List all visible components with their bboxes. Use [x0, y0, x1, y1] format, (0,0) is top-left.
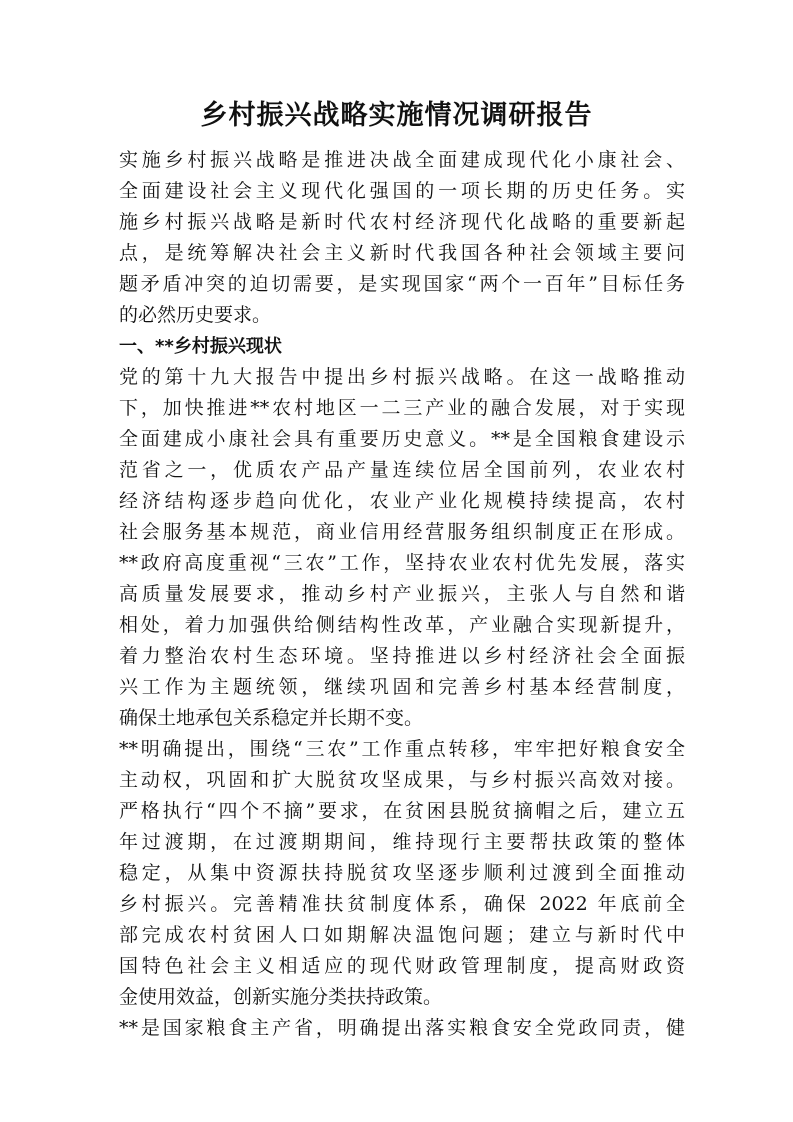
paragraph-line: 范省之一，优质农产品产量连续位居全国前列，农业农村 [119, 459, 685, 481]
paragraph-line: 相处，着力加强供给侧结构性改革，产业融合实现新提升， [119, 614, 685, 636]
paragraph-line: 实施乡村振兴战略是推进决战全面建成现代化小康社会、 [119, 149, 685, 171]
paragraph-line: 全面建成小康社会具有重要历史意义。**是全国粮食建设示 [119, 428, 685, 450]
paragraph-line: **明确提出，围绕“三农”工作重点转移，牢牢把好粮食安全 [119, 738, 685, 760]
paragraph-line: 社会服务基本规范，商业信用经营服务组织制度正在形成。 [119, 521, 685, 543]
paragraph-line: 着力整治农村生态环境。坚持推进以乡村经济社会全面振 [119, 645, 685, 667]
paragraph-line: **是国家粮食主产省，明确提出落实粮食安全党政同责，健 [119, 1017, 685, 1039]
paragraph-line: 点，是统筹解决社会主义新时代我国各种社会领域主要问 [119, 242, 685, 264]
page-title: 乡村振兴战略实施情况调研报告 [200, 100, 593, 131]
document-body [119, 145, 685, 1044]
paragraph-line: 严格执行“四个不摘”要求，在贫困县脱贫摘帽之后，建立五 [119, 800, 685, 822]
section-heading: 一、**乡村振兴现状 [119, 336, 282, 357]
paragraph-line: 题矛盾冲突的迫切需要，是实现国家“两个一百年”目标任务 [119, 273, 685, 295]
paragraph-line: 兴工作为主题统领，继续巩固和完善乡村基本经营制度， [119, 676, 685, 698]
paragraph-line: 施乡村振兴战略是新时代农村经济现代化战略的重要新起 [119, 211, 685, 233]
paragraph-line: 乡村振兴。完善精准扶贫制度体系，确保 2022 年底前全 [119, 893, 685, 915]
paragraph-line: 下，加快推进**农村地区一二三产业的融合发展，对于实现 [119, 397, 685, 419]
paragraph-line: 金使用效益，创新实施分类扶持政策。 [119, 986, 443, 1008]
paragraph-line: 全面建设社会主义现代化强国的一项长期的历史任务。实 [119, 180, 685, 202]
paragraph-line: 的必然历史要求。 [119, 304, 272, 326]
paragraph-line: 主动权，巩固和扩大脱贫攻坚成果，与乡村振兴高效对接。 [119, 769, 685, 791]
paragraph-line: 高质量发展要求，推动乡村产业振兴，主张人与自然和谐 [119, 583, 685, 605]
paragraph-line: 确保土地承包关系稳定并长期不变。 [119, 707, 424, 729]
paragraph-line: 稳定，从集中资源扶持脱贫攻坚逐步顺利过渡到全面推动 [119, 862, 685, 884]
paragraph-line: 经济结构逐步趋向优化，农业产业化规模持续提高，农村 [119, 490, 685, 512]
paragraph-line: 党的第十九大报告中提出乡村振兴战略。在这一战略推动 [119, 366, 685, 388]
paragraph-line: 部完成农村贫困人口如期解决温饱问题；建立与新时代中 [119, 924, 685, 946]
paragraph-line: **政府高度重视“三农”工作，坚持农业农村优先发展，落实 [119, 552, 685, 574]
paragraph-line: 国特色社会主义相适应的现代财政管理制度，提高财政资 [119, 955, 685, 977]
paragraph-line: 年过渡期，在过渡期期间，维持现行主要帮扶政策的整体 [119, 831, 685, 853]
